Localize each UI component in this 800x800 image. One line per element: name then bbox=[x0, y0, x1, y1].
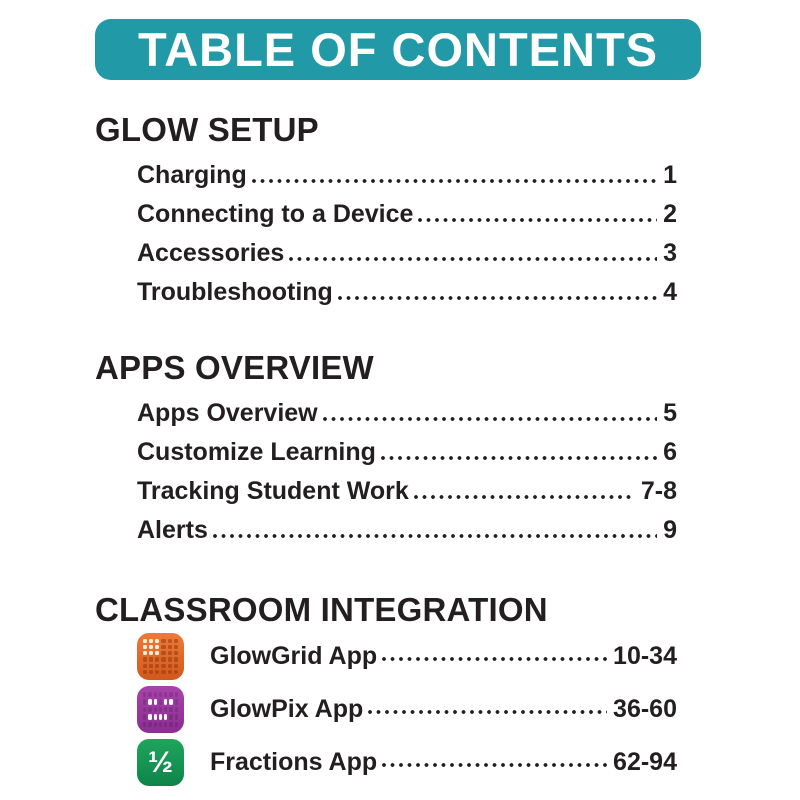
one-half-glyph: ½ bbox=[147, 745, 174, 779]
fractions-app-icon bbox=[137, 739, 184, 786]
toc-entry-page: 2 bbox=[663, 200, 677, 228]
toc-entry-page: 36-60 bbox=[613, 695, 677, 723]
toc-entry-page: 5 bbox=[663, 399, 677, 427]
toc-entry bbox=[95, 472, 677, 511]
toc-entry-page: 9 bbox=[663, 516, 677, 544]
toc-entry-label: Tracking Student Work bbox=[137, 477, 409, 505]
section-apps-overview bbox=[95, 350, 677, 550]
section-heading: APPS OVERVIEW bbox=[95, 349, 374, 386]
glowpix-app-icon bbox=[137, 686, 184, 733]
toc-entry-page: 62-94 bbox=[613, 748, 677, 776]
toc-entry-label: Troubleshooting bbox=[137, 278, 333, 306]
toc-entry bbox=[95, 394, 677, 433]
toc-entry-page: 3 bbox=[663, 239, 677, 267]
toc-entry-label: GlowPix App bbox=[210, 695, 364, 723]
dot-leader bbox=[211, 534, 657, 538]
toc-entry-label: GlowGrid App bbox=[210, 642, 378, 670]
toc-entry-page: 7-8 bbox=[640, 477, 677, 505]
toc-entry bbox=[95, 630, 677, 683]
toc-entry-label: Fractions App bbox=[210, 748, 378, 776]
dot-leader bbox=[321, 417, 657, 421]
toc-entry-page: 10-34 bbox=[613, 642, 677, 670]
toc-entry-page: 4 bbox=[663, 278, 677, 306]
toc-entry bbox=[95, 433, 677, 472]
title-banner bbox=[95, 19, 701, 80]
toc-entry-label: Alerts bbox=[137, 516, 208, 544]
toc-entry bbox=[95, 736, 677, 789]
toc-entry-label: Connecting to a Device bbox=[137, 200, 414, 228]
dot-leader bbox=[287, 257, 657, 261]
toc-entry-label: Charging bbox=[137, 161, 247, 189]
section-glow-setup bbox=[95, 112, 677, 312]
toc-entry bbox=[95, 273, 677, 312]
toc-entry-page: 1 bbox=[663, 161, 677, 189]
page-title: TABLE OF CONTENTS bbox=[137, 23, 659, 76]
toc-entry-page: 6 bbox=[663, 438, 677, 466]
toc-entry bbox=[95, 156, 677, 195]
dot-leader bbox=[379, 456, 657, 460]
toc-entry bbox=[95, 234, 677, 273]
dot-leader bbox=[250, 179, 657, 183]
section-heading: GLOW SETUP bbox=[95, 111, 319, 148]
glowgrid-app-icon bbox=[137, 633, 184, 680]
toc-entry-label: Accessories bbox=[137, 239, 285, 267]
section-classroom-integration bbox=[95, 592, 677, 789]
dot-leader bbox=[380, 763, 607, 767]
toc-entry-label: Apps Overview bbox=[137, 399, 318, 427]
dot-leader bbox=[412, 495, 635, 499]
section-heading: CLASSROOM INTEGRATION bbox=[95, 591, 548, 628]
toc-entry bbox=[95, 195, 677, 234]
toc-entry bbox=[95, 683, 677, 736]
dot-leader bbox=[416, 218, 657, 222]
dot-leader bbox=[366, 710, 607, 714]
toc-entry-label: Customize Learning bbox=[137, 438, 376, 466]
toc-entry bbox=[95, 511, 677, 550]
dot-leader bbox=[336, 296, 657, 300]
dot-leader bbox=[380, 657, 607, 661]
